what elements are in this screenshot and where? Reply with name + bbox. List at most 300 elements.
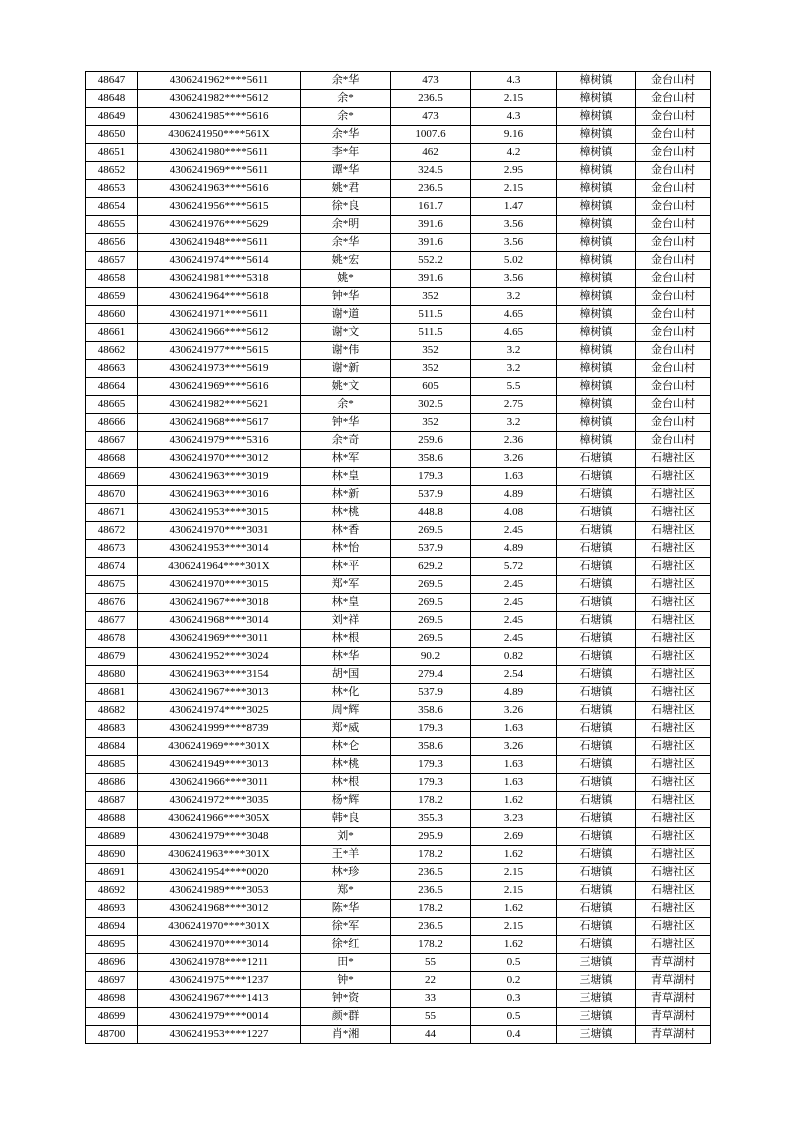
- table-row: [86, 144, 711, 162]
- cell-area: 2.15: [471, 864, 557, 882]
- cell-amount: 55: [391, 954, 471, 972]
- cell-name: 姚*宏: [301, 252, 391, 270]
- cell-name: 周*辉: [301, 702, 391, 720]
- cell-id_number: 4306241963****3154: [138, 666, 301, 684]
- cell-town: 樟树镇: [557, 306, 636, 324]
- cell-town: 樟树镇: [557, 342, 636, 360]
- table-row: [86, 612, 711, 630]
- cell-area: 3.2: [471, 288, 557, 306]
- cell-seq: 48699: [86, 1008, 138, 1026]
- cell-town: 石塘镇: [557, 504, 636, 522]
- table-row: [86, 828, 711, 846]
- cell-amount: 552.2: [391, 252, 471, 270]
- cell-id_number: 4306241999****8739: [138, 720, 301, 738]
- cell-amount: 178.2: [391, 900, 471, 918]
- cell-id_number: 4306241953****3015: [138, 504, 301, 522]
- table-row: [86, 882, 711, 900]
- cell-name: 姚*: [301, 270, 391, 288]
- cell-id_number: 4306241981****5318: [138, 270, 301, 288]
- cell-seq: 48675: [86, 576, 138, 594]
- cell-id_number: 4306241970****3031: [138, 522, 301, 540]
- cell-amount: 352: [391, 288, 471, 306]
- cell-seq: 48691: [86, 864, 138, 882]
- cell-name: 王*羊: [301, 846, 391, 864]
- cell-village: 石塘社区: [636, 612, 711, 630]
- cell-town: 石塘镇: [557, 666, 636, 684]
- cell-name: 谢*伟: [301, 342, 391, 360]
- cell-village: 金台山村: [636, 396, 711, 414]
- cell-name: 谢*文: [301, 324, 391, 342]
- cell-village: 石塘社区: [636, 738, 711, 756]
- cell-area: 1.47: [471, 198, 557, 216]
- cell-village: 金台山村: [636, 252, 711, 270]
- cell-id_number: 4306241949****3013: [138, 756, 301, 774]
- cell-name: 林*华: [301, 648, 391, 666]
- table-row: [86, 702, 711, 720]
- cell-id_number: 4306241970****3014: [138, 936, 301, 954]
- cell-town: 石塘镇: [557, 792, 636, 810]
- cell-seq: 48687: [86, 792, 138, 810]
- cell-seq: 48661: [86, 324, 138, 342]
- cell-seq: 48672: [86, 522, 138, 540]
- cell-name: 韩*良: [301, 810, 391, 828]
- cell-village: 金台山村: [636, 360, 711, 378]
- table-row: [86, 306, 711, 324]
- table-row: [86, 594, 711, 612]
- cell-seq: 48689: [86, 828, 138, 846]
- cell-amount: 236.5: [391, 864, 471, 882]
- cell-area: 0.5: [471, 1008, 557, 1026]
- table-row: [86, 396, 711, 414]
- cell-area: 3.23: [471, 810, 557, 828]
- table-row: [86, 990, 711, 1008]
- table-row: [86, 432, 711, 450]
- table-row: [86, 576, 711, 594]
- cell-area: 5.02: [471, 252, 557, 270]
- cell-amount: 1007.6: [391, 126, 471, 144]
- cell-seq: 48647: [86, 72, 138, 90]
- cell-seq: 48656: [86, 234, 138, 252]
- cell-seq: 48652: [86, 162, 138, 180]
- cell-town: 石塘镇: [557, 630, 636, 648]
- cell-id_number: 4306241989****3053: [138, 882, 301, 900]
- cell-village: 石塘社区: [636, 702, 711, 720]
- cell-amount: 352: [391, 342, 471, 360]
- cell-town: 石塘镇: [557, 864, 636, 882]
- cell-town: 石塘镇: [557, 522, 636, 540]
- cell-area: 2.69: [471, 828, 557, 846]
- cell-town: 石塘镇: [557, 450, 636, 468]
- cell-area: 1.63: [471, 468, 557, 486]
- cell-name: 姚*文: [301, 378, 391, 396]
- cell-village: 金台山村: [636, 288, 711, 306]
- cell-area: 3.2: [471, 342, 557, 360]
- cell-amount: 358.6: [391, 738, 471, 756]
- cell-amount: 236.5: [391, 918, 471, 936]
- cell-id_number: 4306241966****305X: [138, 810, 301, 828]
- cell-id_number: 4306241979****5316: [138, 432, 301, 450]
- cell-town: 石塘镇: [557, 594, 636, 612]
- cell-amount: 462: [391, 144, 471, 162]
- cell-id_number: 4306241966****3011: [138, 774, 301, 792]
- cell-village: 石塘社区: [636, 504, 711, 522]
- cell-amount: 537.9: [391, 486, 471, 504]
- cell-amount: 358.6: [391, 450, 471, 468]
- cell-village: 金台山村: [636, 432, 711, 450]
- cell-name: 林*皇: [301, 594, 391, 612]
- cell-area: 2.54: [471, 666, 557, 684]
- cell-name: 徐*红: [301, 936, 391, 954]
- table-row: [86, 378, 711, 396]
- cell-id_number: 4306241953****1227: [138, 1026, 301, 1044]
- table-row: [86, 630, 711, 648]
- cell-town: 樟树镇: [557, 216, 636, 234]
- cell-amount: 473: [391, 108, 471, 126]
- cell-seq: 48657: [86, 252, 138, 270]
- table-row: [86, 180, 711, 198]
- cell-town: 樟树镇: [557, 198, 636, 216]
- cell-amount: 391.6: [391, 234, 471, 252]
- cell-seq: 48673: [86, 540, 138, 558]
- cell-village: 石塘社区: [636, 810, 711, 828]
- cell-amount: 279.4: [391, 666, 471, 684]
- cell-village: 金台山村: [636, 180, 711, 198]
- cell-name: 林*新: [301, 486, 391, 504]
- cell-village: 石塘社区: [636, 936, 711, 954]
- cell-village: 石塘社区: [636, 468, 711, 486]
- table-row: [86, 666, 711, 684]
- table-row: [86, 864, 711, 882]
- table-row: [86, 540, 711, 558]
- cell-area: 3.2: [471, 360, 557, 378]
- table-row: [86, 720, 711, 738]
- cell-seq: 48681: [86, 684, 138, 702]
- cell-area: 0.82: [471, 648, 557, 666]
- cell-name: 郑*军: [301, 576, 391, 594]
- cell-amount: 22: [391, 972, 471, 990]
- cell-area: 4.3: [471, 72, 557, 90]
- cell-village: 金台山村: [636, 306, 711, 324]
- cell-name: 余*华: [301, 126, 391, 144]
- table-row: [86, 270, 711, 288]
- cell-amount: 179.3: [391, 756, 471, 774]
- cell-village: 石塘社区: [636, 594, 711, 612]
- cell-name: 余*: [301, 396, 391, 414]
- cell-town: 石塘镇: [557, 936, 636, 954]
- cell-town: 石塘镇: [557, 468, 636, 486]
- cell-seq: 48662: [86, 342, 138, 360]
- cell-seq: 48696: [86, 954, 138, 972]
- cell-seq: 48692: [86, 882, 138, 900]
- table-row: [86, 684, 711, 702]
- cell-name: 林*香: [301, 522, 391, 540]
- cell-town: 石塘镇: [557, 702, 636, 720]
- cell-amount: 33: [391, 990, 471, 1008]
- cell-town: 樟树镇: [557, 126, 636, 144]
- cell-area: 4.08: [471, 504, 557, 522]
- table-row: [86, 774, 711, 792]
- table-row: [86, 558, 711, 576]
- cell-amount: 537.9: [391, 540, 471, 558]
- cell-name: 余*明: [301, 216, 391, 234]
- cell-seq: 48693: [86, 900, 138, 918]
- cell-id_number: 4306241968****5617: [138, 414, 301, 432]
- subsidy-table: [85, 71, 711, 1044]
- cell-seq: 48700: [86, 1026, 138, 1044]
- cell-id_number: 4306241970****3012: [138, 450, 301, 468]
- cell-id_number: 4306241975****1237: [138, 972, 301, 990]
- cell-id_number: 4306241964****301X: [138, 558, 301, 576]
- cell-area: 0.4: [471, 1026, 557, 1044]
- cell-id_number: 4306241962****5611: [138, 72, 301, 90]
- cell-name: 徐*良: [301, 198, 391, 216]
- cell-area: 2.15: [471, 180, 557, 198]
- table-row: [86, 216, 711, 234]
- cell-town: 石塘镇: [557, 558, 636, 576]
- cell-village: 金台山村: [636, 72, 711, 90]
- cell-name: 余*: [301, 108, 391, 126]
- cell-id_number: 4306241973****5619: [138, 360, 301, 378]
- cell-village: 金台山村: [636, 324, 711, 342]
- cell-area: 1.63: [471, 774, 557, 792]
- cell-area: 2.45: [471, 522, 557, 540]
- cell-village: 石塘社区: [636, 630, 711, 648]
- cell-village: 石塘社区: [636, 774, 711, 792]
- cell-seq: 48648: [86, 90, 138, 108]
- table-row: [86, 90, 711, 108]
- cell-town: 石塘镇: [557, 486, 636, 504]
- cell-name: 郑*威: [301, 720, 391, 738]
- cell-name: 林*桃: [301, 756, 391, 774]
- cell-town: 石塘镇: [557, 918, 636, 936]
- cell-area: 2.15: [471, 882, 557, 900]
- cell-amount: 161.7: [391, 198, 471, 216]
- table-row: [86, 324, 711, 342]
- cell-seq: 48663: [86, 360, 138, 378]
- cell-amount: 269.5: [391, 612, 471, 630]
- cell-village: 石塘社区: [636, 756, 711, 774]
- cell-seq: 48695: [86, 936, 138, 954]
- cell-village: 青草湖村: [636, 990, 711, 1008]
- cell-name: 余*华: [301, 234, 391, 252]
- cell-seq: 48650: [86, 126, 138, 144]
- cell-name: 郑*: [301, 882, 391, 900]
- cell-area: 2.45: [471, 594, 557, 612]
- cell-id_number: 4306241979****3048: [138, 828, 301, 846]
- table-row: [86, 900, 711, 918]
- cell-name: 余*华: [301, 72, 391, 90]
- cell-seq: 48664: [86, 378, 138, 396]
- cell-name: 林*仑: [301, 738, 391, 756]
- cell-id_number: 4306241974****3025: [138, 702, 301, 720]
- cell-name: 钟*资: [301, 990, 391, 1008]
- cell-id_number: 4306241963****3016: [138, 486, 301, 504]
- cell-town: 樟树镇: [557, 360, 636, 378]
- cell-id_number: 4306241967****3018: [138, 594, 301, 612]
- cell-name: 谭*华: [301, 162, 391, 180]
- cell-id_number: 4306241969****3011: [138, 630, 301, 648]
- cell-area: 2.75: [471, 396, 557, 414]
- cell-village: 石塘社区: [636, 684, 711, 702]
- cell-village: 石塘社区: [636, 828, 711, 846]
- cell-village: 石塘社区: [636, 864, 711, 882]
- cell-town: 樟树镇: [557, 90, 636, 108]
- table-row: [86, 936, 711, 954]
- cell-village: 青草湖村: [636, 1008, 711, 1026]
- cell-id_number: 4306241979****0014: [138, 1008, 301, 1026]
- cell-amount: 236.5: [391, 90, 471, 108]
- cell-amount: 352: [391, 414, 471, 432]
- cell-village: 石塘社区: [636, 540, 711, 558]
- cell-town: 樟树镇: [557, 432, 636, 450]
- cell-area: 4.89: [471, 540, 557, 558]
- cell-town: 樟树镇: [557, 414, 636, 432]
- cell-area: 3.56: [471, 234, 557, 252]
- cell-seq: 48683: [86, 720, 138, 738]
- cell-amount: 178.2: [391, 792, 471, 810]
- cell-id_number: 4306241964****5618: [138, 288, 301, 306]
- cell-area: 1.62: [471, 936, 557, 954]
- cell-id_number: 4306241966****5612: [138, 324, 301, 342]
- cell-name: 林*根: [301, 630, 391, 648]
- cell-village: 石塘社区: [636, 522, 711, 540]
- cell-name: 林*根: [301, 774, 391, 792]
- cell-id_number: 4306241968****3012: [138, 900, 301, 918]
- cell-town: 石塘镇: [557, 684, 636, 702]
- cell-town: 石塘镇: [557, 576, 636, 594]
- cell-seq: 48660: [86, 306, 138, 324]
- table-row: [86, 918, 711, 936]
- cell-seq: 48667: [86, 432, 138, 450]
- table-row: [86, 450, 711, 468]
- table-row: [86, 162, 711, 180]
- table-row: [86, 108, 711, 126]
- cell-id_number: 4306241953****3014: [138, 540, 301, 558]
- cell-area: 3.56: [471, 216, 557, 234]
- cell-area: 0.2: [471, 972, 557, 990]
- cell-village: 石塘社区: [636, 648, 711, 666]
- cell-name: 姚*君: [301, 180, 391, 198]
- table-row: [86, 756, 711, 774]
- table-row: [86, 954, 711, 972]
- cell-village: 石塘社区: [636, 486, 711, 504]
- cell-area: 2.45: [471, 612, 557, 630]
- cell-village: 石塘社区: [636, 450, 711, 468]
- cell-seq: 48678: [86, 630, 138, 648]
- table-row: [86, 738, 711, 756]
- cell-seq: 48688: [86, 810, 138, 828]
- cell-town: 三塘镇: [557, 1008, 636, 1026]
- cell-amount: 605: [391, 378, 471, 396]
- cell-area: 3.26: [471, 738, 557, 756]
- cell-seq: 48686: [86, 774, 138, 792]
- cell-id_number: 4306241954****0020: [138, 864, 301, 882]
- cell-village: 金台山村: [636, 270, 711, 288]
- cell-village: 石塘社区: [636, 846, 711, 864]
- table-row: [86, 468, 711, 486]
- cell-amount: 391.6: [391, 270, 471, 288]
- cell-name: 林*桃: [301, 504, 391, 522]
- cell-area: 4.89: [471, 486, 557, 504]
- cell-village: 石塘社区: [636, 720, 711, 738]
- cell-seq: 48690: [86, 846, 138, 864]
- cell-id_number: 4306241963****301X: [138, 846, 301, 864]
- cell-seq: 48694: [86, 918, 138, 936]
- cell-amount: 358.6: [391, 702, 471, 720]
- cell-id_number: 4306241956****5615: [138, 198, 301, 216]
- table-row: [86, 504, 711, 522]
- cell-village: 金台山村: [636, 378, 711, 396]
- cell-village: 金台山村: [636, 216, 711, 234]
- table-row: [86, 648, 711, 666]
- cell-amount: 44: [391, 1026, 471, 1044]
- cell-name: 钟*华: [301, 288, 391, 306]
- cell-id_number: 4306241963****5616: [138, 180, 301, 198]
- cell-town: 石塘镇: [557, 900, 636, 918]
- cell-name: 李*年: [301, 144, 391, 162]
- cell-amount: 629.2: [391, 558, 471, 576]
- cell-town: 石塘镇: [557, 882, 636, 900]
- cell-id_number: 4306241950****561X: [138, 126, 301, 144]
- cell-seq: 48680: [86, 666, 138, 684]
- table-row: [86, 522, 711, 540]
- cell-area: 2.15: [471, 90, 557, 108]
- cell-area: 2.95: [471, 162, 557, 180]
- cell-village: 金台山村: [636, 198, 711, 216]
- cell-id_number: 4306241980****5611: [138, 144, 301, 162]
- cell-seq: 48658: [86, 270, 138, 288]
- cell-town: 石塘镇: [557, 540, 636, 558]
- cell-id_number: 4306241948****5611: [138, 234, 301, 252]
- cell-seq: 48670: [86, 486, 138, 504]
- cell-town: 石塘镇: [557, 810, 636, 828]
- cell-name: 田*: [301, 954, 391, 972]
- cell-amount: 179.3: [391, 774, 471, 792]
- table-body: [86, 72, 711, 1044]
- cell-name: 林*皇: [301, 468, 391, 486]
- cell-village: 金台山村: [636, 342, 711, 360]
- table-row: [86, 288, 711, 306]
- cell-town: 樟树镇: [557, 378, 636, 396]
- cell-name: 杨*辉: [301, 792, 391, 810]
- table-row: [86, 810, 711, 828]
- table-row: [86, 126, 711, 144]
- cell-town: 樟树镇: [557, 324, 636, 342]
- cell-id_number: 4306241963****3019: [138, 468, 301, 486]
- cell-name: 林*军: [301, 450, 391, 468]
- cell-area: 1.63: [471, 756, 557, 774]
- cell-id_number: 4306241977****5615: [138, 342, 301, 360]
- cell-seq: 48665: [86, 396, 138, 414]
- cell-id_number: 4306241967****1413: [138, 990, 301, 1008]
- cell-village: 石塘社区: [636, 666, 711, 684]
- cell-name: 胡*国: [301, 666, 391, 684]
- cell-town: 樟树镇: [557, 252, 636, 270]
- cell-id_number: 4306241976****5629: [138, 216, 301, 234]
- cell-town: 石塘镇: [557, 828, 636, 846]
- cell-amount: 236.5: [391, 882, 471, 900]
- cell-name: 肖*湘: [301, 1026, 391, 1044]
- table-row: [86, 342, 711, 360]
- cell-id_number: 4306241982****5612: [138, 90, 301, 108]
- cell-amount: 236.5: [391, 180, 471, 198]
- cell-area: 4.2: [471, 144, 557, 162]
- cell-village: 金台山村: [636, 90, 711, 108]
- cell-amount: 355.3: [391, 810, 471, 828]
- cell-village: 金台山村: [636, 126, 711, 144]
- cell-seq: 48676: [86, 594, 138, 612]
- cell-village: 石塘社区: [636, 576, 711, 594]
